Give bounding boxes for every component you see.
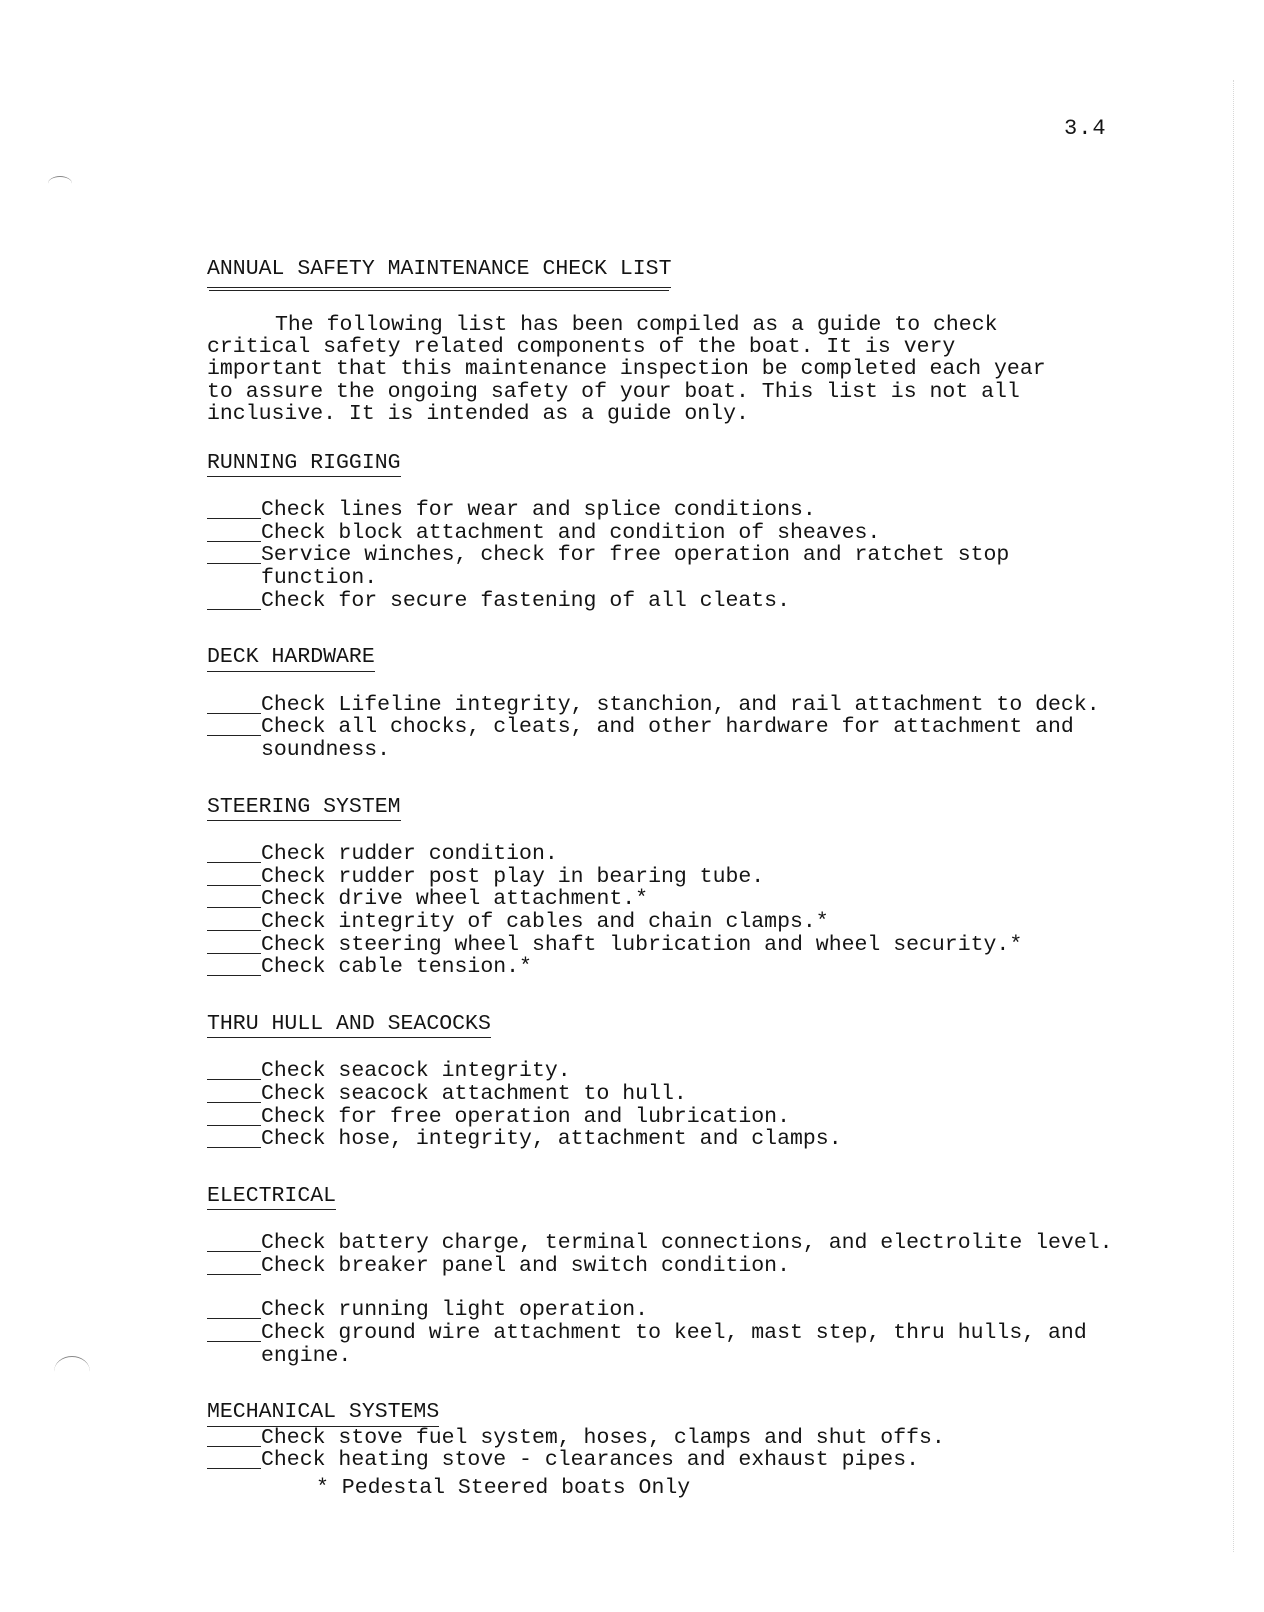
checklist: [207, 694, 1107, 762]
checklist: [207, 499, 1107, 612]
checklist-item[interactable]: Check for secure fastening of all cleats.: [207, 590, 1121, 613]
section-heading: DECK HARDWARE: [207, 646, 375, 672]
checkbox-blank[interactable]: [207, 975, 261, 976]
checkbox-blank[interactable]: [207, 541, 261, 542]
page-number: 3.4: [1064, 116, 1107, 141]
intro-paragraph: The following list has been compiled as a guide to check critical safety related components of the boat. It is very important that this maintenance inspection be completed each year to assure the ongoing safety of your boat. This list is not all inclusive. It is intended as a guide only.: [207, 312, 1046, 427]
checklist-item[interactable]: Check integrity of cables and chain clamps.*: [207, 911, 1121, 934]
checklist-item[interactable]: Check lines for wear and splice conditions.: [207, 499, 1121, 522]
section-mechanical-systems: [207, 1401, 1107, 1472]
checkbox-blank[interactable]: [207, 885, 261, 886]
scan-edge: [1233, 80, 1234, 1552]
checkbox-blank[interactable]: [207, 1318, 261, 1319]
checklist-item[interactable]: Check rudder condition.: [207, 843, 1121, 866]
checkbox-blank[interactable]: [207, 1147, 261, 1148]
checklist-item[interactable]: Check breaker panel and switch condition.: [207, 1255, 1121, 1278]
hole-punch-mark: [54, 1356, 90, 1387]
checklist-item[interactable]: Check all chocks, cleats, and other hardware for attachment and soundness.: [207, 716, 1121, 761]
checkbox-blank[interactable]: [207, 518, 261, 519]
section-running-rigging: [207, 452, 1107, 613]
checkbox-blank[interactable]: [207, 1274, 261, 1275]
checkbox-blank[interactable]: [207, 563, 261, 564]
checklist-item[interactable]: Check stove fuel system, hoses, clamps and shut offs.: [207, 1427, 1121, 1450]
checkbox-blank[interactable]: [207, 1341, 261, 1342]
checkbox-blank[interactable]: [207, 1125, 261, 1126]
checkbox-blank[interactable]: [207, 1251, 261, 1252]
checklist-item[interactable]: Check battery charge, terminal connections, and electrolite level.: [207, 1232, 1121, 1255]
checklist-item[interactable]: Check ground wire attachment to keel, mast step, thru hulls, and engine.: [207, 1322, 1121, 1367]
checklist: [207, 1060, 1107, 1150]
checklist-item[interactable]: Check Lifeline integrity, stanchion, and rail attachment to deck.: [207, 694, 1121, 717]
document-title: ANNUAL SAFETY MAINTENANCE CHECK LIST: [207, 258, 671, 288]
checklist-item[interactable]: Check running light operation.: [207, 1299, 1121, 1322]
checklist-item[interactable]: Check seacock attachment to hull.: [207, 1083, 1121, 1106]
section-heading: MECHANICAL SYSTEMS: [207, 1401, 439, 1427]
checklist-item[interactable]: Check seacock integrity.: [207, 1060, 1121, 1083]
checklist-item[interactable]: Check block attachment and condition of sheaves.: [207, 522, 1121, 545]
checkbox-blank[interactable]: [207, 1446, 261, 1447]
section-thru-hull-and-seacocks: [207, 1013, 1107, 1151]
checklist-item[interactable]: Check drive wheel attachment.*: [207, 888, 1121, 911]
section-electrical: [207, 1183, 1113, 1368]
checklist-item[interactable]: Service winches, check for free operation and ratchet stop function.: [207, 544, 1121, 589]
checkbox-blank[interactable]: [207, 735, 261, 736]
checkbox-blank[interactable]: [207, 1102, 261, 1103]
checkbox-blank[interactable]: [207, 930, 261, 931]
scan-mark: [48, 176, 72, 191]
checklist-item[interactable]: Check hose, integrity, attachment and clamps.: [207, 1128, 1121, 1151]
section-steering-system: [207, 796, 1107, 979]
checkbox-blank[interactable]: [207, 1079, 261, 1080]
checklist-item[interactable]: Check rudder post play in bearing tube.: [207, 866, 1121, 889]
checkbox-blank[interactable]: [207, 862, 261, 863]
checklist: [207, 843, 1107, 979]
checklist-document: [207, 257, 1113, 1473]
footnote: * Pedestal Steered boats Only: [316, 1476, 691, 1500]
checklist: [207, 1231, 1113, 1368]
checklist-item[interactable]: Check heating stove - clearances and exhaust pipes.: [207, 1449, 1121, 1472]
checkbox-blank[interactable]: [207, 1468, 261, 1469]
checkbox-blank[interactable]: [207, 609, 261, 610]
checklist-item[interactable]: Check cable tension.*: [207, 956, 1121, 979]
checklist: [207, 1427, 1107, 1472]
section-heading: ELECTRICAL: [207, 1185, 336, 1211]
checkbox-blank[interactable]: [207, 907, 261, 908]
section-deck-hardware: [207, 646, 1107, 761]
checklist-item[interactable]: Check steering wheel shaft lubrication and wheel security.*: [207, 934, 1121, 957]
checkbox-blank[interactable]: [207, 713, 261, 714]
section-heading: RUNNING RIGGING: [207, 452, 401, 478]
checkbox-blank[interactable]: [207, 953, 261, 954]
checklist-item[interactable]: Check for free operation and lubrication.: [207, 1106, 1121, 1129]
section-heading: STEERING SYSTEM: [207, 796, 401, 822]
section-heading: THRU HULL AND SEACOCKS: [207, 1013, 491, 1039]
